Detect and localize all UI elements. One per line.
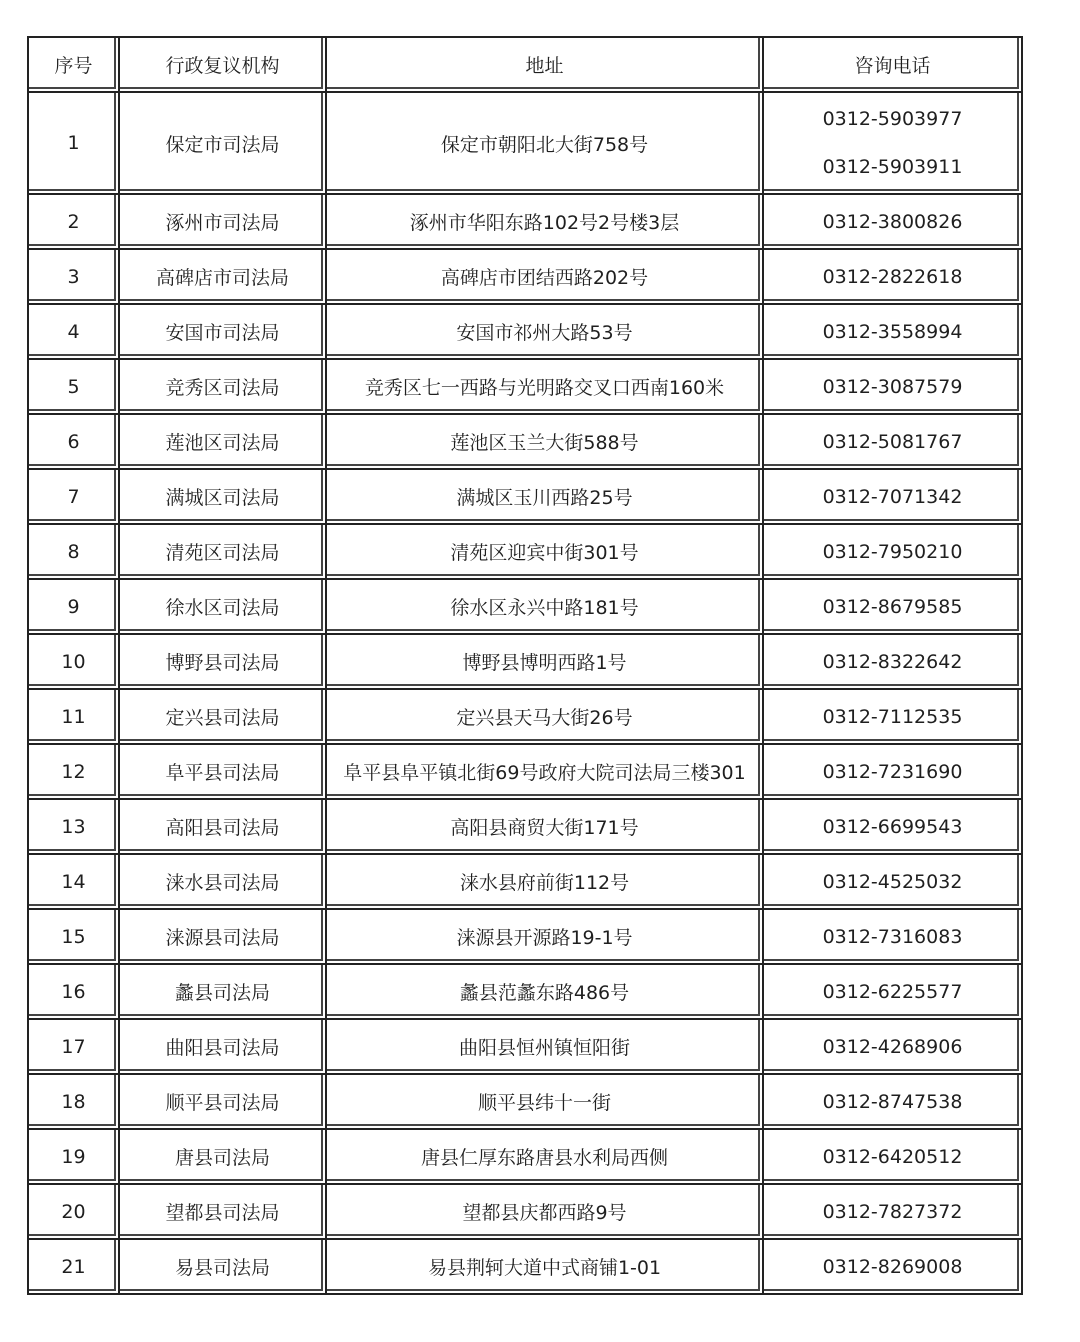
table-row: [29, 965, 1023, 1020]
row-organization: 涞源县司法局: [120, 910, 327, 965]
row-address: 清苑区迎宾中街301号: [327, 525, 764, 580]
row-index: 21: [29, 1240, 120, 1295]
row-index: 3: [29, 250, 120, 305]
row-phone: [764, 910, 1023, 965]
phone-number: 0312-5903911: [822, 156, 963, 178]
row-organization: 安国市司法局: [120, 305, 327, 360]
header-index: 序号: [29, 38, 120, 93]
row-phone: [764, 1130, 1023, 1185]
row-phone: [764, 470, 1023, 525]
phone-number: 0312-7071342: [822, 485, 963, 508]
row-phone: [764, 690, 1023, 745]
table-row: [29, 1240, 1023, 1295]
table-row: [29, 855, 1023, 910]
phone-number: 0312-3087579: [822, 375, 963, 398]
phone-number: 0312-4525032: [822, 870, 963, 893]
phone-number: 0312-5081767: [822, 430, 963, 453]
table-row: [29, 1130, 1023, 1185]
table-header: [29, 38, 1023, 93]
row-organization: 高碑店市司法局: [120, 250, 327, 305]
table-row: [29, 690, 1023, 745]
row-address: 高阳县商贸大街171号: [327, 800, 764, 855]
phone-number: 0312-3800826: [822, 210, 963, 233]
row-address: 莲池区玉兰大街588号: [327, 415, 764, 470]
row-phone: [764, 855, 1023, 910]
row-address: 保定市朝阳北大街758号: [327, 93, 764, 195]
header-address: 地址: [327, 38, 764, 93]
row-phone: [764, 305, 1023, 360]
row-phone: [764, 635, 1023, 690]
table-row: [29, 415, 1023, 470]
phone-number: 0312-7112535: [822, 705, 963, 728]
row-organization: 满城区司法局: [120, 470, 327, 525]
row-organization: 竞秀区司法局: [120, 360, 327, 415]
row-address: 蠡县范蠡东路486号: [327, 965, 764, 1020]
row-organization: 顺平县司法局: [120, 1075, 327, 1130]
phone-number: 0312-8747538: [822, 1090, 963, 1113]
directory-table-container: [27, 36, 1023, 1295]
header-row: [29, 38, 1023, 93]
table-row: [29, 360, 1023, 415]
row-organization: 唐县司法局: [120, 1130, 327, 1185]
phone-number: 0312-8322642: [822, 650, 963, 673]
row-organization: 阜平县司法局: [120, 745, 327, 800]
row-address: 定兴县天马大街26号: [327, 690, 764, 745]
row-address: 望都县庆都西路9号: [327, 1185, 764, 1240]
row-organization: 博野县司法局: [120, 635, 327, 690]
row-address: 博野县博明西路1号: [327, 635, 764, 690]
phone-number: 0312-7231690: [822, 760, 963, 783]
row-index: 19: [29, 1130, 120, 1185]
row-index: 4: [29, 305, 120, 360]
row-address: 满城区玉川西路25号: [327, 470, 764, 525]
row-index: 6: [29, 415, 120, 470]
row-phone: [764, 800, 1023, 855]
phone-number: 0312-8679585: [822, 595, 963, 618]
table-row: [29, 635, 1023, 690]
phone-number: 0312-5903977: [822, 108, 963, 130]
phone-number: 0312-3558994: [822, 320, 963, 343]
row-phone: [764, 1020, 1023, 1075]
table-row: [29, 470, 1023, 525]
table-row: [29, 580, 1023, 635]
row-address: 涞水县府前街112号: [327, 855, 764, 910]
row-phone: [764, 965, 1023, 1020]
row-phone: [764, 1075, 1023, 1130]
row-organization: 清苑区司法局: [120, 525, 327, 580]
row-address: 曲阳县恒州镇恒阳街: [327, 1020, 764, 1075]
row-organization: 涿州市司法局: [120, 195, 327, 250]
phone-number: 0312-6420512: [822, 1145, 963, 1168]
row-index: 5: [29, 360, 120, 415]
row-address: 顺平县纬十一街: [327, 1075, 764, 1130]
table-row: [29, 305, 1023, 360]
row-index: 10: [29, 635, 120, 690]
phone-number: 0312-6699543: [822, 815, 963, 838]
phone-number: 0312-7316083: [822, 925, 963, 948]
phone-number: 0312-7827372: [822, 1200, 963, 1223]
table-row: [29, 745, 1023, 800]
table-row: [29, 525, 1023, 580]
row-index: 16: [29, 965, 120, 1020]
row-phone: [764, 1240, 1023, 1295]
row-index: 14: [29, 855, 120, 910]
review-office-directory-table: [27, 36, 1023, 1295]
row-index: 2: [29, 195, 120, 250]
row-organization: 涞水县司法局: [120, 855, 327, 910]
row-phone: [764, 745, 1023, 800]
phone-number: 0312-2822618: [822, 265, 963, 288]
row-phone: [764, 580, 1023, 635]
table-row: [29, 195, 1023, 250]
row-address: 唐县仁厚东路唐县水利局西侧: [327, 1130, 764, 1185]
row-address: 涞源县开源路19-1号: [327, 910, 764, 965]
row-phone: [764, 360, 1023, 415]
row-address: 易县荆轲大道中式商铺1-01: [327, 1240, 764, 1295]
row-organization: 曲阳县司法局: [120, 1020, 327, 1075]
row-index: 20: [29, 1185, 120, 1240]
row-phone: [764, 195, 1023, 250]
row-index: 12: [29, 745, 120, 800]
row-index: 7: [29, 470, 120, 525]
row-address: 高碑店市团结西路202号: [327, 250, 764, 305]
row-index: 8: [29, 525, 120, 580]
table-row: [29, 910, 1023, 965]
row-address: 安国市祁州大路53号: [327, 305, 764, 360]
row-address: 阜平县阜平镇北街69号政府大院司法局三楼301: [327, 745, 764, 800]
table-row: [29, 250, 1023, 305]
table-row: [29, 1185, 1023, 1240]
phone-number: 0312-8269008: [822, 1255, 963, 1278]
row-organization: 高阳县司法局: [120, 800, 327, 855]
table-row: [29, 800, 1023, 855]
header-organization: 行政复议机构: [120, 38, 327, 93]
row-phone: [764, 415, 1023, 470]
row-organization: 易县司法局: [120, 1240, 327, 1295]
row-organization: 徐水区司法局: [120, 580, 327, 635]
row-index: 11: [29, 690, 120, 745]
row-index: 15: [29, 910, 120, 965]
row-index: 17: [29, 1020, 120, 1075]
phone-number: 0312-6225577: [822, 980, 963, 1003]
row-address: 徐水区永兴中路181号: [327, 580, 764, 635]
table-row: [29, 1075, 1023, 1130]
row-index: 9: [29, 580, 120, 635]
row-index: 1: [29, 93, 120, 195]
row-index: 18: [29, 1075, 120, 1130]
row-phone: [764, 1185, 1023, 1240]
row-phone: [764, 93, 1023, 195]
header-phone: 咨询电话: [764, 38, 1023, 93]
row-phone: [764, 525, 1023, 580]
table-row: [29, 93, 1023, 195]
row-organization: 定兴县司法局: [120, 690, 327, 745]
phone-number: 0312-7950210: [822, 540, 963, 563]
table-body: [29, 93, 1023, 1295]
row-address: 竞秀区七一西路与光明路交叉口西南160米: [327, 360, 764, 415]
row-organization: 蠡县司法局: [120, 965, 327, 1020]
row-phone: [764, 250, 1023, 305]
row-index: 13: [29, 800, 120, 855]
row-organization: 保定市司法局: [120, 93, 327, 195]
table-row: [29, 1020, 1023, 1075]
phone-number: 0312-4268906: [822, 1035, 963, 1058]
row-address: 涿州市华阳东路102号2号楼3层: [327, 195, 764, 250]
row-organization: 莲池区司法局: [120, 415, 327, 470]
row-organization: 望都县司法局: [120, 1185, 327, 1240]
